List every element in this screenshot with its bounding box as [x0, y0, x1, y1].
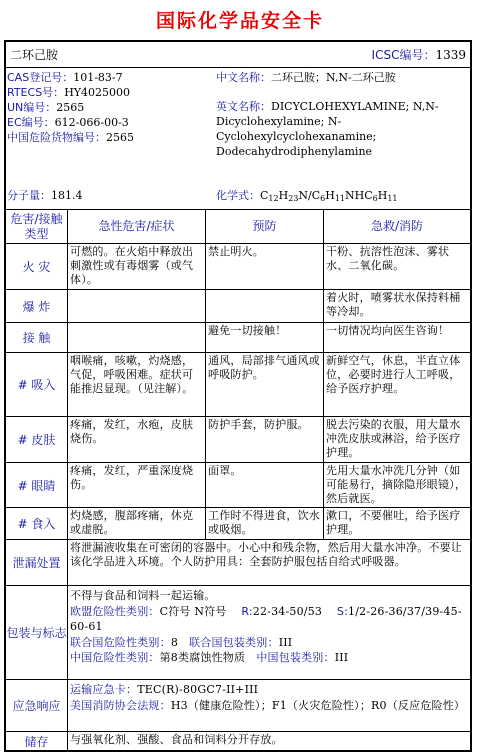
- table-row: [6, 463, 470, 508]
- row-category: 接 触: [6, 323, 68, 352]
- icsc-number: ICSC编号：1339: [371, 48, 466, 62]
- row-prevention: 通风，局部排气通风或呼吸防护。: [206, 353, 324, 416]
- row-prevention: 工作时不得进食，饮水或吸烟。: [206, 508, 324, 539]
- row-category: # 眼睛: [6, 463, 68, 507]
- row-category: 火 灾: [6, 244, 68, 289]
- row-category: # 食入: [6, 508, 68, 539]
- card-header-row: [6, 42, 470, 68]
- row-hazard: 疼痛，发红，水疱，皮肤烧伤。: [68, 417, 206, 462]
- eu-classification: 欧盟危险性类别：C符号 N符号 R:22-34-50/53 S:1/2-26-36/37/39-45-60-61: [70, 604, 462, 633]
- table-row: [6, 417, 470, 463]
- table-row: [6, 323, 470, 353]
- row-prevention: 避免一切接触！: [206, 323, 324, 352]
- packaging-category: 包装与标志: [6, 586, 68, 679]
- identification-block: [6, 68, 470, 210]
- cn-classification: 中国危险性类别：第8类腐蚀性物质 中国包装类别：III: [70, 651, 349, 664]
- row-first-aid: 新鲜空气，休息，半直立体位，必要时进行人工呼吸，给予医疗护理。: [326, 354, 461, 395]
- row-category: # 皮肤: [6, 417, 68, 462]
- storage-category: 储存: [6, 732, 68, 750]
- header-type: 危害/接触类型: [6, 210, 68, 243]
- row-first-aid: 着火时，喷雾状水保持料桶等冷却。: [326, 291, 461, 318]
- row-prevention: 防护手套，防护服。: [206, 417, 324, 462]
- storage-text: 与强氧化剂、强酸、食品和饲料分开存放。: [70, 733, 283, 746]
- emergency-section: [6, 680, 470, 732]
- molecular-weight: 分子量：181.4: [7, 189, 83, 202]
- spill-category: 泄漏处置: [6, 540, 68, 585]
- id-numbers: CAS登记号：101-83-7 RTECS号：HY4025000 UN编号：2565 EC编号：612-066-00-3 中国危险货物编号：2565: [7, 71, 134, 144]
- names: 中文名称：二环己胺；N,N-二环己胺 英文名称：DICYCLOHEXYLAMINE; N,N-Dicyclohexylamine; N-Cyclohexylcyclohexanamine; Dodecahydrodiphenylamine: [216, 71, 439, 158]
- row-first-aid: 漱口，不要催吐，给予医疗护理。: [326, 509, 461, 536]
- row-first-aid: 干粉、抗溶性泡沫、雾状水、二氧化碳。: [326, 245, 450, 272]
- emergency-text: 运输应急卡：TEC(R)-80GC7-II+III 美国消防协会法规：H3（健康危险性）；F1（火灾危险性）；R0（反应危险性）: [70, 683, 466, 712]
- packaging-text: 不得与食品和饲料一起运输。 欧盟危险性类别：C符号 N符号 R:22-34-50/53 S:1/2-26-36/37/39-45-60-61 联合国危险性类别：8 联合国包装类别：III 中国危险性类别：第8类腐蚀性物质 中国包装类别：III: [68, 586, 470, 679]
- row-prevention: [206, 290, 324, 322]
- row-hazard: 咽喉痛，咳嗽，灼烧感，气促，呼吸困难。症状可能推迟显现。（见注解）。: [68, 353, 206, 416]
- spill-section: [6, 540, 470, 586]
- row-prevention: 面罩。: [206, 463, 324, 507]
- spill-text: 将泄漏液收集在可密闭的容器中。小心中和残余物，然后用大量水冲净。不要让该化学品进入环境。个人防护用具：全套防护服包括自给式呼吸器。: [70, 541, 462, 568]
- packaging-section: [6, 586, 470, 680]
- row-first-aid: 脱去污染的衣服，用大量水冲洗皮肤或淋浴，给予医疗护理。: [326, 418, 461, 459]
- table-row: [6, 290, 470, 323]
- safety-card: [4, 40, 472, 752]
- row-first-aid: 先用大量水冲洗几分钟（如可能易行，摘除隐形眼镜），然后就医。: [326, 464, 467, 505]
- header-first-aid: 急救/消防: [370, 219, 424, 233]
- card-title: 国际化学品安全卡: [155, 10, 324, 32]
- table-row: [6, 508, 470, 540]
- row-hazard: 灼烧感，腹部疼痛，休克或虚脱。: [68, 508, 206, 539]
- header-prevention: 预防: [206, 210, 324, 243]
- row-hazard: [68, 290, 206, 322]
- header-hazard: 急性危害/症状: [68, 210, 206, 243]
- emergency-category: 应急响应: [6, 680, 68, 731]
- un-classification: 联合国危险性类别：8 联合国包装类别：III: [70, 635, 293, 649]
- storage-section: [6, 732, 470, 750]
- row-prevention: 禁止明火。: [206, 244, 324, 289]
- row-first-aid: 一切情况均向医生咨询！: [326, 324, 450, 337]
- table-row: [6, 244, 470, 290]
- chemical-formula: 化学式：$C_{12}H_{23}N/C_6H_{11}NHC_6H_{11}$: [216, 189, 398, 203]
- chemical-name: 二环己胺: [10, 48, 59, 62]
- row-hazard: [68, 323, 206, 352]
- row-category: # 吸入: [6, 353, 68, 416]
- table-row: [6, 353, 470, 417]
- row-category: 爆 炸: [6, 290, 68, 322]
- row-hazard: 疼痛，发红，严重深度烧伤。: [68, 463, 206, 507]
- row-hazard: 可燃的。在火焰中释放出刺激性或有毒烟雾（或气体）。: [68, 244, 206, 289]
- table-header: [6, 210, 470, 244]
